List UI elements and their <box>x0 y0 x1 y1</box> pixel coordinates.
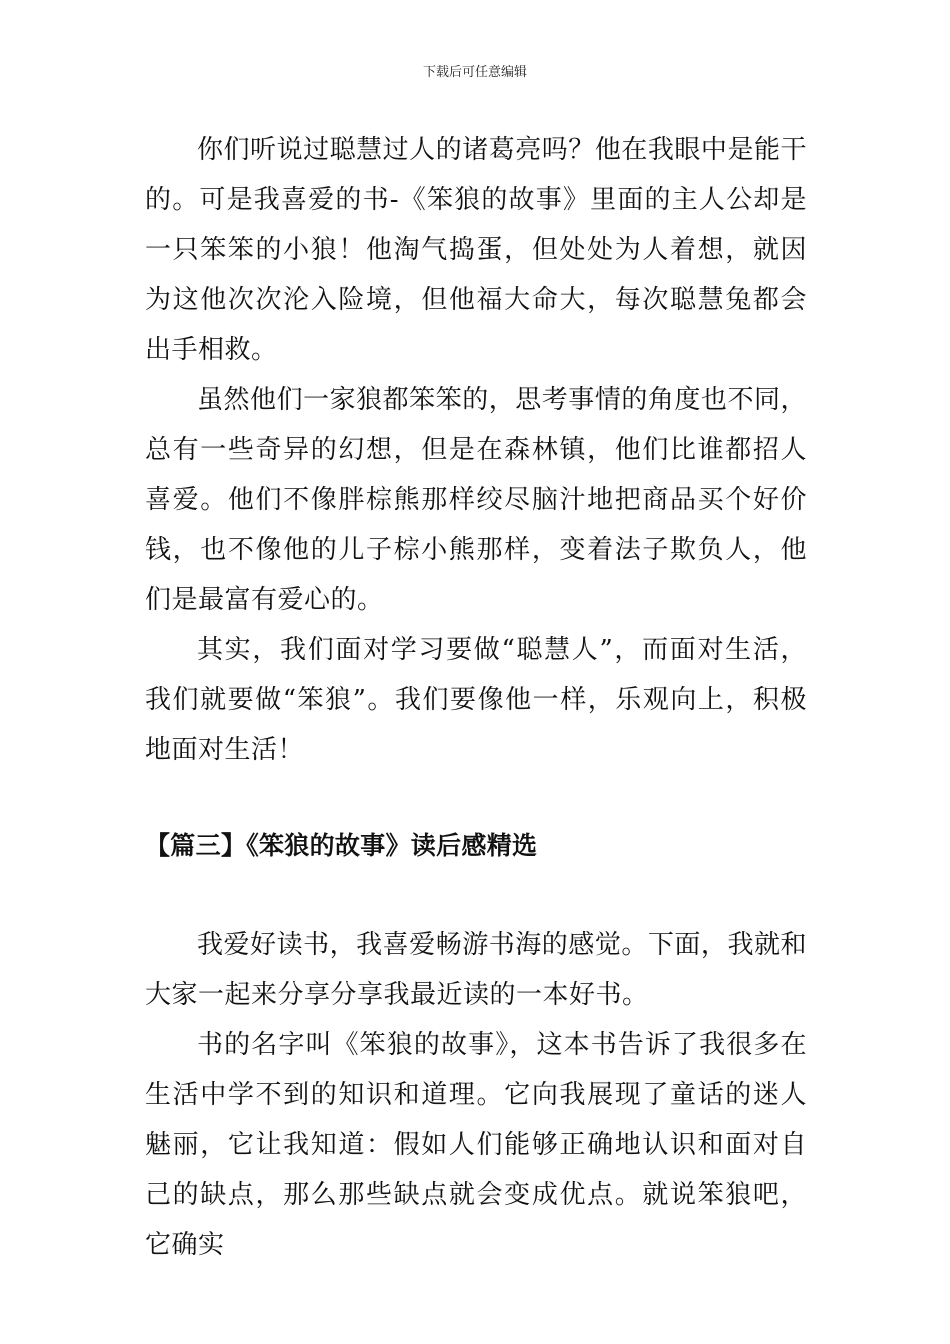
paragraph-zhuge-liang: 你们听说过聪慧过人的诸葛亮吗？他在我眼中是能干的。可是我喜爱的书-《笨狼的故事》里面的主人公却是一只笨笨的小狼！他淘气捣蛋，但处处为人着想，就因为这他次次沦入险境，但他福大命大，每次聪慧兔都会出手相救。 <box>145 135 807 365</box>
paragraph-love-reading: 我爱好读书，我喜爱畅游书海的感觉。下面，我就和大家一起来分享分享我最近读的一本好书。 <box>145 930 807 1010</box>
section-heading: 【篇三】《笨狼的故事》读后感精选 <box>145 831 538 860</box>
paragraph-book-intro: 书的名字叫《笨狼的故事》，这本书告诉了我很多在生活中学不到的知识和道理。它向我展现了童话的迷人魅丽，它让我知道：假如人们能够正确地认识和面对自己的缺点，那么那些缺点就会变成优点。就说笨狼吧，它确实 <box>145 1030 807 1260</box>
section-heading-block <box>145 822 807 870</box>
essay-section-three <box>145 920 807 1270</box>
paragraph-conclusion: 其实，我们面对学习要做“聪慧人”，而面对生活，我们就要做“笨狼”。我们要像他一样，乐观向上，积极地面对生活！ <box>145 635 807 765</box>
paragraph-wolf-family: 虽然他们一家狼都笨笨的，思考事情的角度也不同，总有一些奇异的幻想，但是在森林镇，他们比谁都招人喜爱。他们不像胖棕熊那样绞尽脑汁地把商品买个好价钱，也不像他的儿子棕小熊那样，变着法子欺负人，他们是最富有爱心的。 <box>145 385 807 615</box>
essay-section-one <box>145 125 807 775</box>
page-header-note: 下载后可任意编辑 <box>422 65 527 80</box>
